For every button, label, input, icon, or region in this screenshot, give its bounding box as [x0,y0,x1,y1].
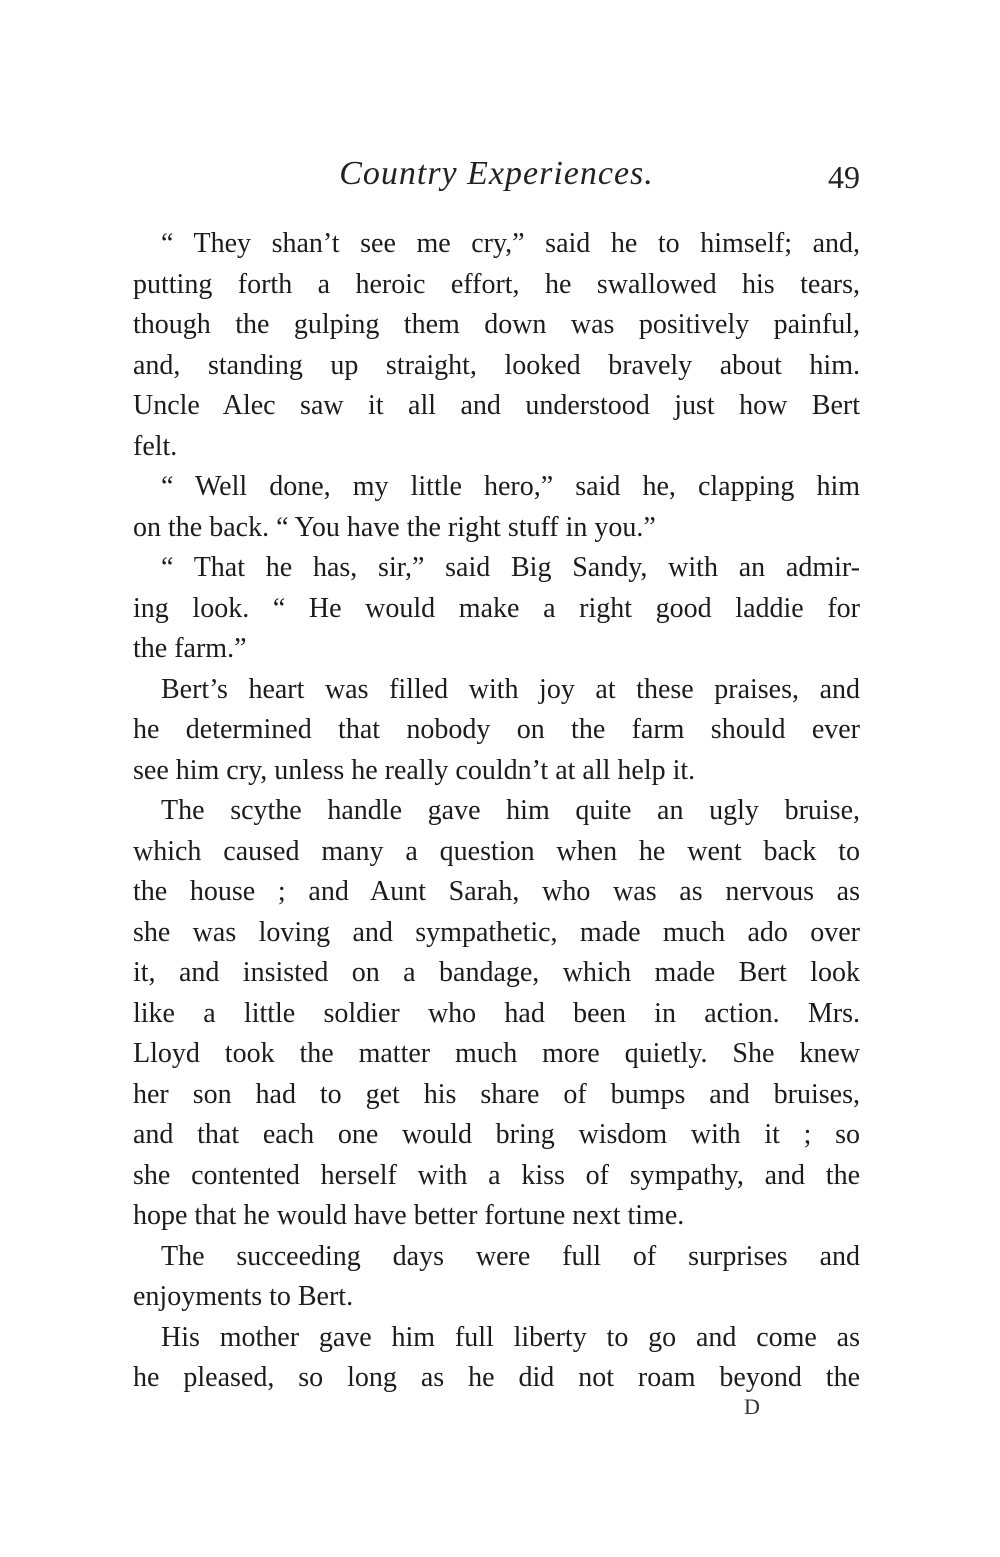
text-line: though the gulping them down was positively painful, [133,309,860,340]
text-line: and that each one would bring wisdom with it ; so [133,1119,860,1150]
text-line: like a little soldier who had been in action. Mrs. [133,997,860,1029]
text-line: he determined that nobody on the farm should ever [133,714,860,745]
text-line: the house ; and Aunt Sarah, who was as nervous as [133,876,860,907]
text-line: “ They shan’t see me cry,” said he to himself; and, [161,228,860,259]
text-line: ing look. “ He would make a right good laddie for [133,592,860,624]
text-line: he pleased, so long as he did not roam beyond the [133,1362,860,1393]
text-line: which caused many a question when he went back to [133,835,860,867]
text-line: she was loving and sympathetic, made much ado over [133,916,860,948]
text-line: see him cry, unless he really couldn’t at all help it. [133,754,696,786]
body-text [133,224,860,1399]
text-line: Uncle Alec saw it all and understood just how Bert [133,390,860,421]
text-line: enjoyments to Bert. [133,1281,354,1312]
text-line: hope that he would have better fortune next time. [133,1200,685,1231]
text-line: and, standing up straight, looked bravely about him. [133,349,860,381]
text-line: “ That he has, sir,” said Big Sandy, with an admir- [161,552,860,583]
running-title: Country Experiences. [339,155,654,192]
text-line: her son had to get his share of bumps and bruises, [133,1078,860,1110]
text-line: she contented herself with a kiss of sympathy, and the [133,1159,860,1191]
text-line: felt. [133,430,178,462]
text-line: His mother gave him full liberty to go and come as [161,1321,860,1353]
page-number: 49 [828,159,860,195]
text-line: the farm.” [133,633,247,664]
page-header [133,155,860,205]
signature-mark: D [744,1394,760,1419]
text-line: on the back. “ You have the right stuff in you.” [133,511,656,543]
text-line: Bert’s heart was filled with joy at these praises, and [161,673,860,705]
text-line: Lloyd took the matter much more quietly. She knew [133,1038,860,1069]
text-line: putting forth a heroic effort, he swallowed his tears, [133,268,860,300]
text-line: it, and insisted on a bandage, which made Bert look [133,957,860,988]
text-line: The scythe handle gave him quite an ugly bruise, [161,795,860,826]
text-line: The succeeding days were full of surprises and [161,1240,860,1272]
text-line: “ Well done, my little hero,” said he, clapping him [161,471,860,502]
